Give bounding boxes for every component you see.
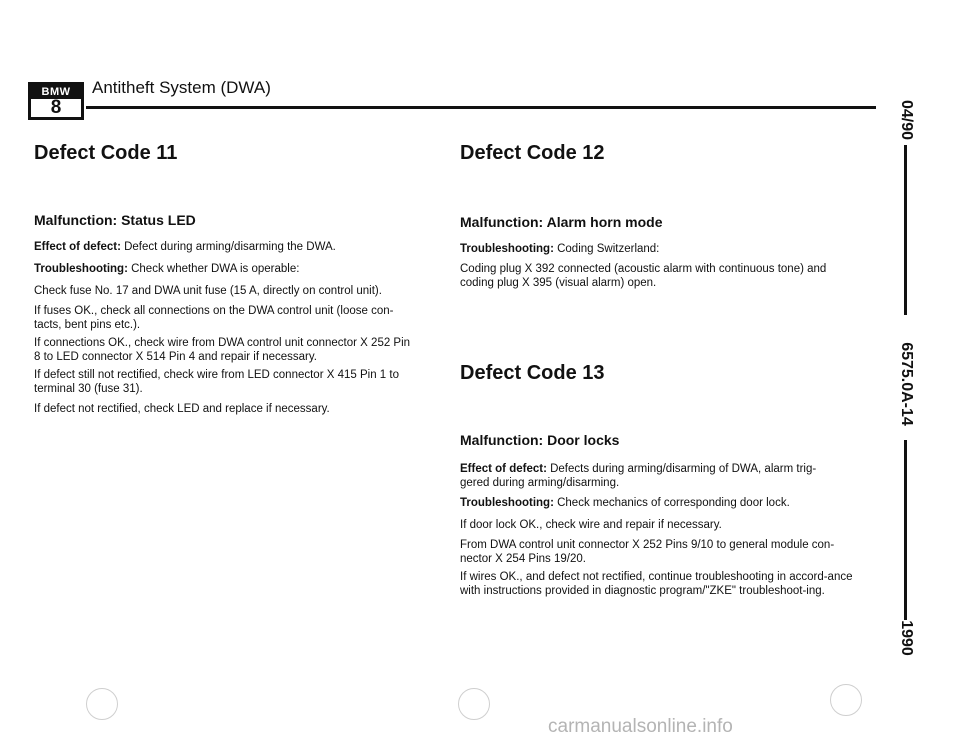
binder-hole-left: [86, 688, 118, 720]
malfunction-status-led: Malfunction: Status LED: [34, 212, 196, 228]
watermark: carmanualsonline.info: [548, 716, 733, 737]
paragraph-check-led: If defect not rectified, check LED and replace if necessary.: [34, 403, 330, 415]
binder-hole-center: [458, 688, 490, 720]
margin-rule-1: [904, 145, 907, 315]
malfunction-alarm-horn: Malfunction: Alarm horn mode: [460, 214, 663, 230]
margin-rule-2: [904, 440, 907, 620]
logo-series-number: 8: [50, 97, 62, 118]
paragraph-door-lock-ok: If door lock OK., check wire and repair if necessary.: [460, 519, 722, 531]
troubleshooting-11: Troubleshooting: Check whether DWA is operable:: [34, 263, 300, 275]
system-title: Antitheft System (DWA): [92, 78, 271, 97]
paragraph-coding-plug: Coding plug X 392 connected (acoustic alarm with continuous tone) and coding plug X 395 (visual alarm) open.: [460, 263, 827, 289]
malfunction-door-locks: Malfunction: Door locks: [460, 432, 620, 448]
logo-brand: BMW: [31, 85, 81, 99]
paragraph-connections-ok: If connections OK., check wire from DWA control unit connector X 252 Pin 8 to LED connector X 514 Pin 4 and repair if necessary.: [34, 337, 411, 363]
effect-of-defect-13: Effect of defect: Defects during arming/disarming of DWA, alarm trig-gered during arming/disarming.: [460, 463, 817, 489]
paragraph-check-fuse: Check fuse No. 17 and DWA unit fuse (15 A, directly on control unit).: [34, 285, 382, 297]
troubleshooting-12: Troubleshooting: Coding Switzerland:: [460, 243, 660, 255]
header-rule: [86, 106, 876, 109]
paragraph-defect-still: If defect still not rectified, check wire from LED connector X 415 Pin 1 to terminal 30 (fuse 31).: [34, 369, 399, 395]
paragraph-dwa-connector: From DWA control unit connector X 252 Pins 9/10 to general module con-nector X 254 Pins 19/20.: [460, 539, 835, 565]
bmw-logo: [28, 82, 84, 120]
defect-code-13-heading: Defect Code 13: [460, 362, 605, 384]
binder-hole-right: [830, 684, 862, 716]
margin-year: 1990: [898, 620, 915, 656]
margin-date: 04/90: [898, 99, 915, 141]
paragraph-fuses-ok: If fuses OK., check all connections on the DWA control unit (loose con-tacts, bent pins etc.).: [34, 305, 394, 331]
paragraph-wires-ok: If wires OK., and defect not rectified, continue troubleshooting in accord-ance with instructions provided in diagnostic program/"ZKE" troubleshoot-ing.: [460, 571, 853, 597]
defect-code-11-heading: Defect Code 11: [34, 142, 178, 164]
effect-of-defect-11: Effect of defect: Defect during arming/disarming the DWA.: [34, 241, 336, 253]
defect-code-12-heading: Defect Code 12: [460, 142, 605, 164]
troubleshooting-13: Troubleshooting: Check mechanics of corresponding door lock.: [460, 497, 790, 509]
margin-page-code: 6575.0A-14: [898, 342, 915, 426]
